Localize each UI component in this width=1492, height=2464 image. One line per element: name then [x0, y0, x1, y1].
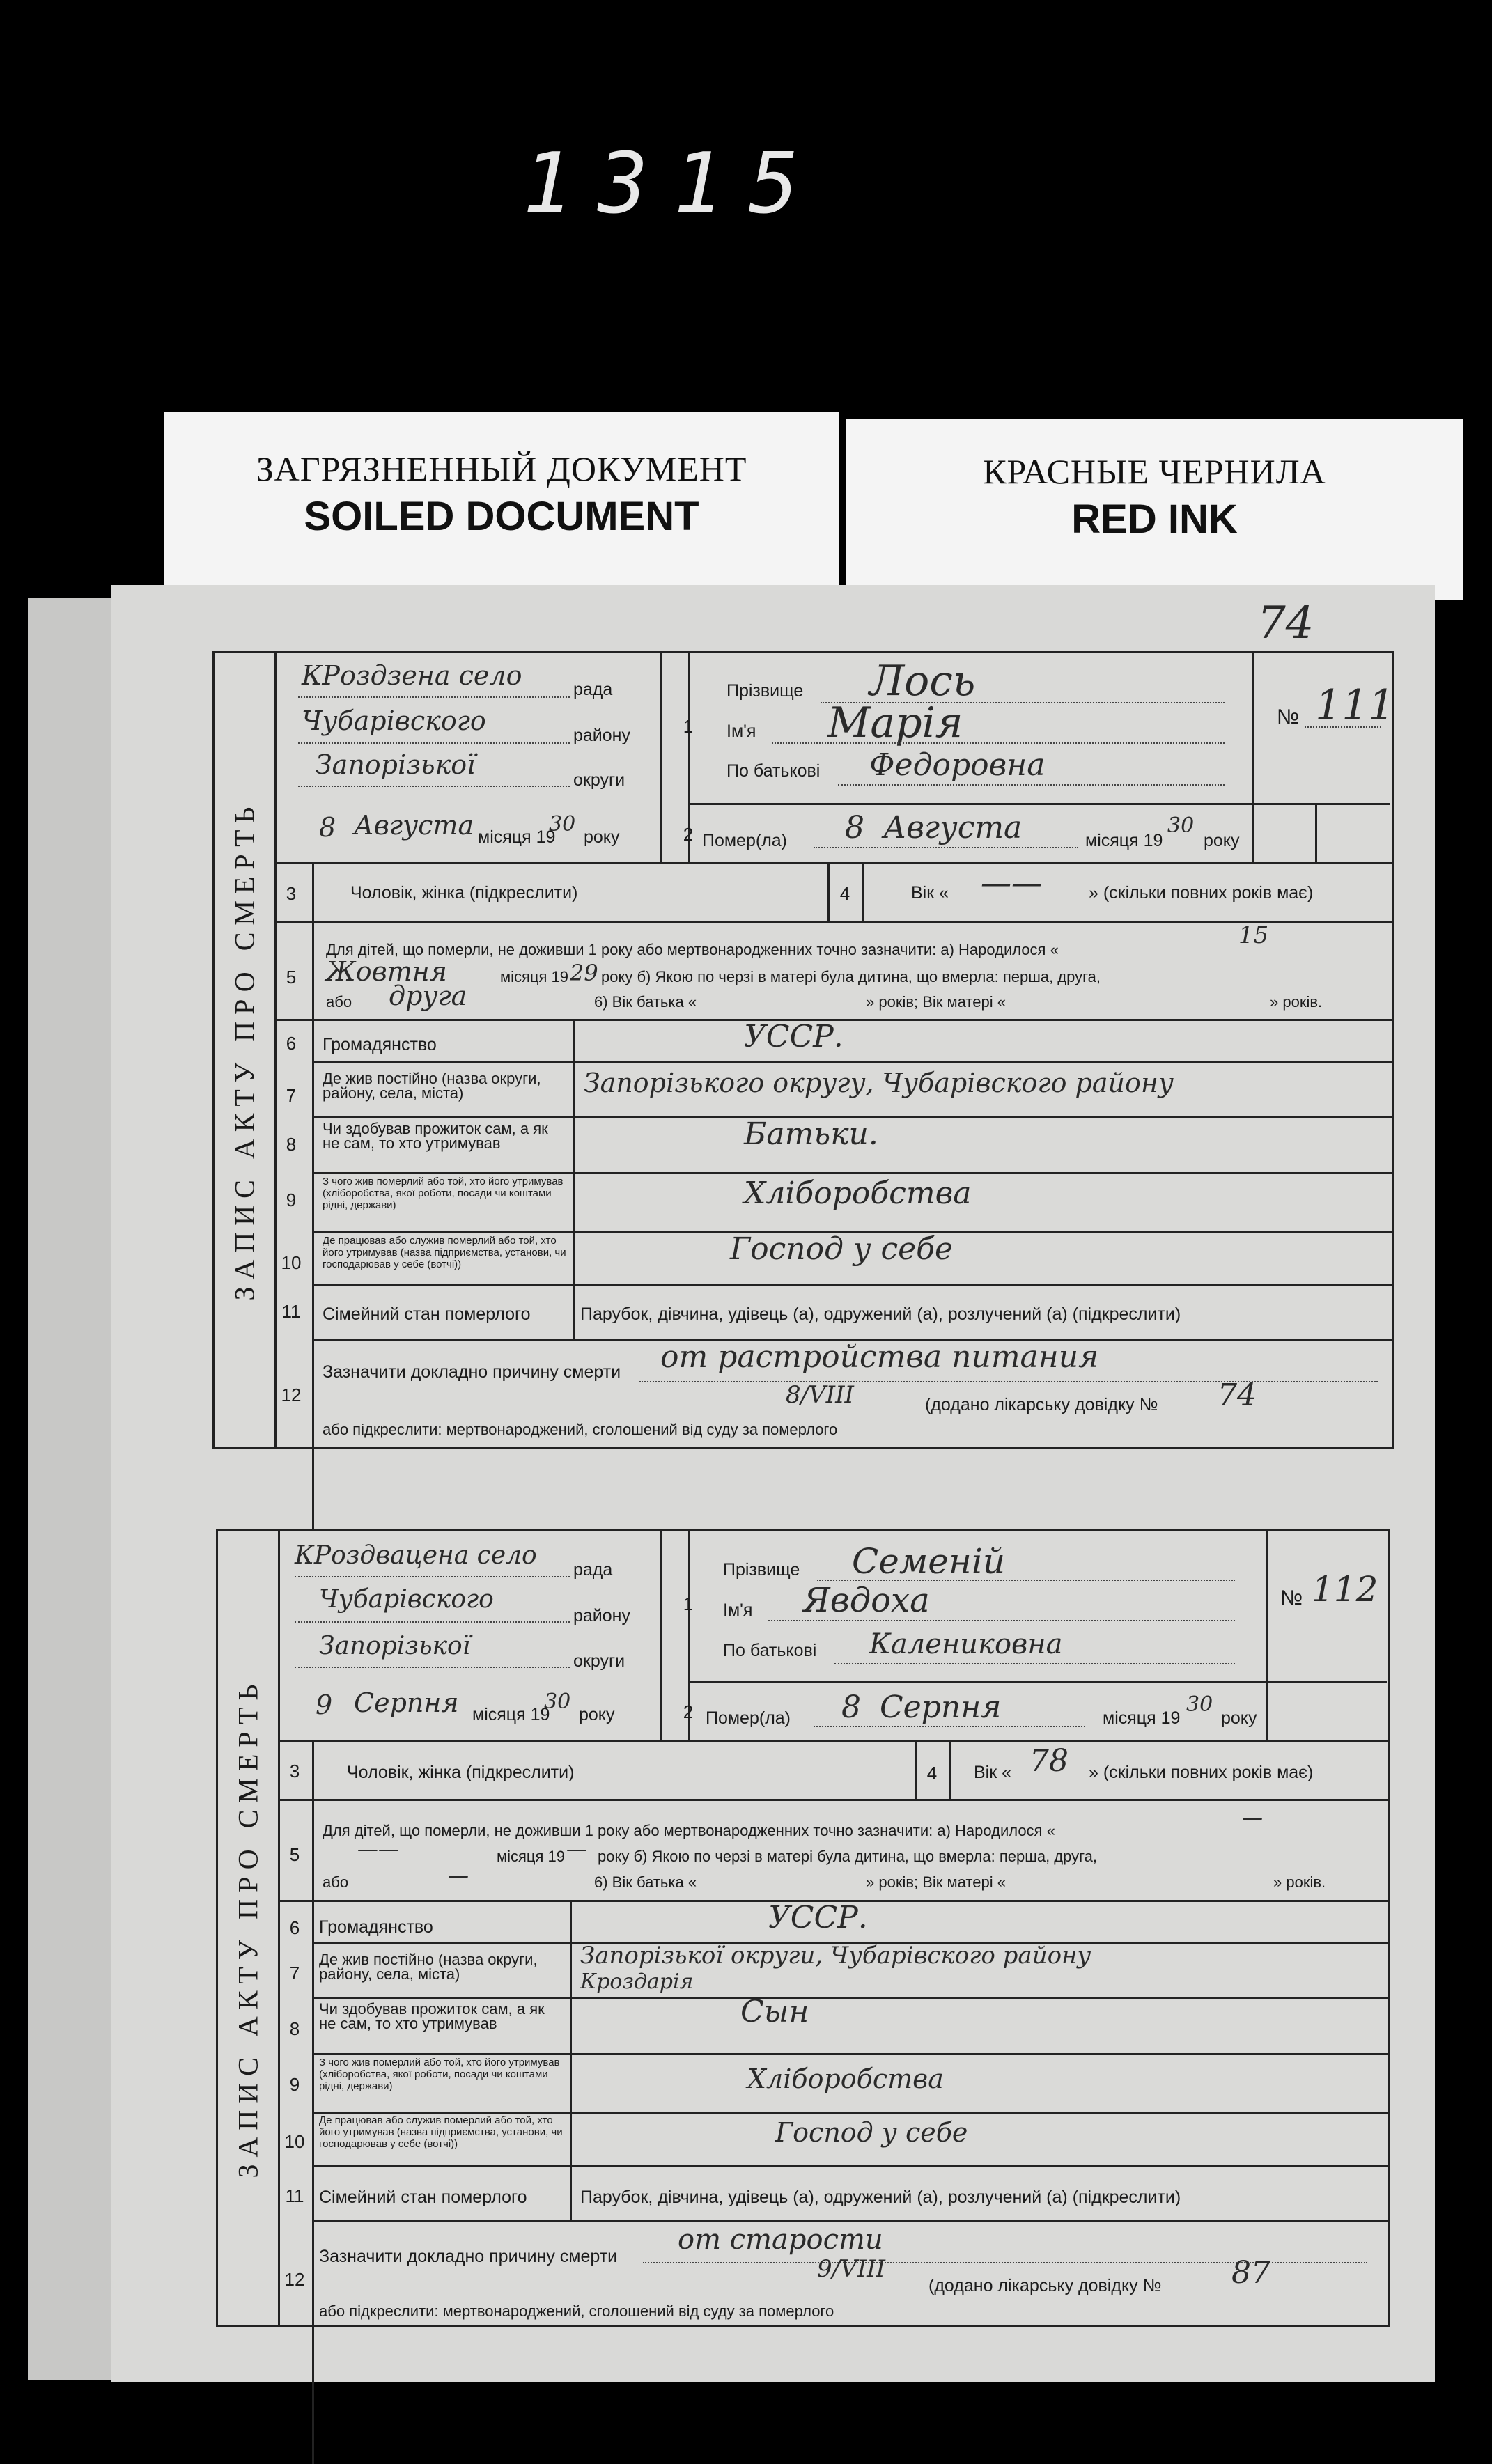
label-age-tail: » (скільки повних років має) — [1089, 1763, 1314, 1782]
hw-reg-year: 30 — [549, 812, 576, 836]
label-age: Вік « — [911, 883, 949, 903]
label-sex: Чоловік, жінка (підкреслити) — [350, 883, 578, 903]
label-family-values: Парубок, дівчина, удівець (а), одружений (а), розлучений (а) (підкреслити) — [580, 1304, 1181, 1324]
hw-okrug: Запорізької — [319, 1632, 471, 1660]
label-work: Де працював або служив померлий або той, хто його утримував (назва підприємства, установи, чи господарював у себе (вотчі)) — [319, 2114, 563, 2150]
hw-support: Батьки. — [744, 1116, 878, 1152]
hw-reg-year: 30 — [544, 1690, 571, 1714]
hw-raion: Чубарівского — [319, 1585, 494, 1614]
hw-work: Господ у себе — [775, 2117, 968, 2148]
hw-death-day: 8 — [841, 1690, 861, 1725]
hw-residence-village: Кроздарія — [580, 1970, 694, 1994]
label-living: З чого жив померлий або той, хто його утримував (хліборобства, якої роботи, посади чи коштами рідні, держави) — [323, 1176, 564, 1211]
hw-support: Сын — [740, 1994, 809, 2029]
label-surname: Прізвище — [723, 1560, 800, 1580]
soiled-document-tag — [164, 412, 839, 600]
label-children-a: Для дітей, що померли, не доживши 1 року або мертвонародженних точно зазначити: а) Народилося « — [323, 1822, 1055, 1839]
label-stillborn: або підкреслити: мертвонароджений, сголошений від суду за померлого — [319, 2302, 834, 2320]
label-age: Вік « — [974, 1763, 1012, 1782]
label-children-b: місяця 19 — [500, 968, 569, 985]
label-support: Чи здобував прожиток сам, а як не сам, то хто утримував — [319, 2000, 545, 2032]
label-children-e: 6) Вік батька « — [594, 993, 697, 1011]
label-support: Чи здобував прожиток сам, а як не сам, то хто утримував — [323, 1120, 548, 1152]
hw-cause: от старости — [678, 2224, 883, 2256]
hw-reg-month: Серпня — [354, 1687, 459, 1718]
red-ink-tag — [846, 419, 1463, 600]
hw-order: друга — [389, 981, 467, 1011]
hw-surname: Лось — [869, 657, 976, 705]
hw-living: Хліборобства — [747, 2064, 944, 2094]
label-death-month: місяця 19 — [1085, 831, 1163, 850]
hw-reg-day: 9 — [316, 1690, 333, 1720]
record-number: 112 — [1312, 1569, 1378, 1609]
hw-cause-date: 9/VIII — [817, 2255, 885, 2283]
soiled-tag-en: SOILED DOCUMENT — [304, 494, 699, 539]
red-ink-tag-en: RED INK — [1071, 497, 1238, 542]
hw-born-year: — — [566, 1837, 587, 1862]
label-name: Ім'я — [723, 1600, 753, 1620]
label-raion: району — [573, 1606, 630, 1625]
label-children-b: місяця 19 — [497, 1848, 566, 1865]
label-okrugy: округи — [573, 770, 625, 790]
paper-back-edge — [28, 598, 118, 2380]
label-children-d: або — [326, 993, 352, 1011]
record-number: 111 — [1315, 681, 1395, 730]
label-citizenship: Громадянство — [319, 1917, 433, 1937]
label-death-roku: року — [1221, 1708, 1257, 1728]
death-record-2: ЗАПИС АКТУ ПРО СМЕРТЬ 1 2 КРоздвацена село рада Чубарівского району Запорізької округи 9 Серпня місяця 19 30 року Прізвище Семеній Ім'я Явдоха По батькові Калениковна № 112 Помер(ла) 8 Серпня місяця 19 30 року 3 Чоловік, жінка (підкреслити) 4 Вік « 78 » (скільки повних років має) 5 Для дітей, що померли, не доживши 1 року або мертвонародженних точно зазначити: а) Народилося « — —— місяця 19 — року б) Якою по черзі в матері була дитина, що вмерла: перша, друга, або — 6) Вік батька « » років; Вік матері « » років. 6 Громадянство УССР. 7 Де жив постійно (назва округи, району, села, міста) Запорізької округи, Чубарівского району Кроздарія 8 Чи здобував прожиток сам, а як не сам, то хто утримував Сын 9 З чого жив померлий або той, хто його утримував (хліборобства, якої роботи, посади чи коштами рідні, держави) Хліборобства 10 Де працював або служив померлий або той, хто його утримував (назва підприємства, установи, чи господарював у себе (вотчі)) Господ у себе 11 Сімейний стан померлого Парубок, дівчина, удівець (а), одружений (а), розлучений (а) (підкреслити) 12 Зазначити докладно причину смерти от старости 9/VIII (додано лікарську довідку № 87 або підкреслити: мертвонароджений, сголошений від суду за померлого — [216, 1529, 1390, 2327]
label-patronymic: По батькові — [726, 761, 821, 781]
hw-death-year: 30 — [1186, 1692, 1213, 1717]
label-children-c: року б) Якою по черзі в матері була дитина, що вмерла: перша, друга, — [601, 968, 1101, 985]
hw-rada: КРоздзена село — [302, 660, 522, 691]
label-children-e: 6) Вік батька « — [594, 1873, 697, 1891]
hw-name: Марія — [827, 699, 963, 747]
label-work: Де працював або служив померлий або той, хто його утримував (назва підприємства, установи, чи господарював у себе (вотчі)) — [323, 1235, 566, 1270]
hw-okrug: Запорізької — [316, 749, 476, 780]
record-side-title: ЗАПИС АКТУ ПРО СМЕРТЬ — [218, 1531, 280, 2325]
record-side-title: ЗАПИС АКТУ ПРО СМЕРТЬ — [215, 653, 277, 1447]
label-patronymic: По батькові — [723, 1641, 817, 1660]
label-age-tail: » (скільки повних років має) — [1089, 883, 1314, 903]
label-sex: Чоловік, жінка (підкреслити) — [347, 1763, 575, 1782]
hw-citizenship: УССР. — [744, 1019, 844, 1054]
row-number-2: 2 — [683, 824, 694, 845]
hw-reg-month: Августа — [354, 810, 474, 841]
hw-name: Явдоха — [803, 1581, 930, 1620]
hw-patronymic: Калениковна — [869, 1628, 1063, 1660]
hw-death-day: 8 — [845, 810, 864, 845]
soiled-tag-ru: ЗАГРЯЗНЕННЫЙ ДОКУМЕНТ — [256, 449, 747, 488]
hw-death-month: Августа — [883, 810, 1023, 845]
label-rada: рада — [573, 1560, 613, 1580]
label-died: Помер(ла) — [706, 1708, 791, 1728]
hw-age: —— — [981, 866, 1042, 901]
hw-living: Хліборобства — [744, 1176, 972, 1211]
label-surname: Прізвище — [726, 681, 804, 701]
label-certificate: (додано лікарську довідку № — [925, 1395, 1158, 1414]
hw-born-day: — — [1242, 1806, 1263, 1830]
hw-residence: Запорізького округу, Чубарівского району — [584, 1068, 1174, 1098]
label-death-month: місяця 19 — [1103, 1708, 1181, 1728]
label-children-c: року б) Якою по черзі в матері була дитина, що вмерла: перша, друга, — [598, 1848, 1098, 1865]
label-rada: рада — [573, 680, 613, 699]
label-reg-month: місяця 19 — [478, 827, 556, 847]
label-family-values: Парубок, дівчина, удівець (а), одружений (а), розлучений (а) (підкреслити) — [580, 2188, 1181, 2207]
frame-number: 1315 — [522, 136, 824, 233]
label-name: Ім'я — [726, 722, 756, 741]
label-family: Сімейний стан померлого — [319, 2188, 527, 2207]
label-certificate: (додано лікарську довідку № — [928, 2276, 1162, 2295]
hw-born-month: Жовтня — [326, 956, 447, 987]
hw-death-year: 30 — [1167, 813, 1195, 838]
hw-born-year: 29 — [570, 960, 598, 986]
hw-cause-date: 8/VIII — [786, 1381, 854, 1409]
hw-born-month: —— — [357, 1837, 399, 1862]
label-record-number: № — [1277, 705, 1300, 728]
red-ink-tag-ru: КРАСНЫЕ ЧЕРНИЛА — [983, 452, 1326, 491]
label-death-roku: року — [1204, 831, 1240, 850]
label-okrugy: округи — [573, 1651, 625, 1671]
hw-born-day: 15 — [1238, 921, 1269, 949]
hw-surname: Семеній — [852, 1541, 1006, 1582]
hw-residence: Запорізької округи, Чубарівского району — [580, 1942, 1091, 1970]
page-mark: 74 — [1257, 598, 1314, 649]
label-living: З чого жив померлий або той, хто його утримував (хліборобства, якої роботи, посади чи коштами рідні, держави) — [319, 2057, 560, 2092]
label-cause: Зазначити докладно причину смерти — [319, 2247, 618, 2266]
label-children-f: » років; Вік матері « — [866, 993, 1006, 1011]
label-children-d: або — [323, 1873, 349, 1891]
row-number-1: 1 — [683, 716, 694, 737]
hw-raion: Чубарівского — [302, 705, 486, 736]
label-cause: Зазначити докладно причину смерти — [323, 1362, 621, 1382]
label-died: Помер(ла) — [702, 831, 788, 850]
hw-certificate: 87 — [1231, 2255, 1270, 2291]
label-children-a: Для дітей, що померли, не доживши 1 року або мертвонародженних точно зазначити: а) Народилося « — [326, 941, 1059, 958]
label-raion: району — [573, 726, 630, 745]
hw-order: — — [448, 1864, 469, 1888]
label-residence: Де жив постійно (назва округи, району, села, міста) — [323, 1070, 541, 1102]
label-children-g: » років. — [1273, 1873, 1326, 1891]
label-reg-roku: року — [579, 1705, 615, 1724]
label-stillborn: або підкреслити: мертвонароджений, сголошений від суду за померлого — [323, 1421, 838, 1438]
label-children-g: » років. — [1270, 993, 1323, 1011]
hw-work: Господ у себе — [730, 1231, 954, 1267]
hw-age: 78 — [1029, 1743, 1069, 1779]
label-record-number: № — [1280, 1586, 1303, 1609]
hw-rada: КРоздвацена село — [295, 1541, 537, 1570]
death-record-1: ЗАПИС АКТУ ПРО СМЕРТЬ 1 2 КРоздзена село рада Чубарівского району Запорізької округи 8 Августа місяця 19 30 року Прізвище Лось Ім'я Марія По батькові Федоровна № 111 Помер(ла) 8 Августа місяця 19 30 року 3 Чоловік, жінка (підкреслити) 4 Вік « —— » (скільки повних років має) 5 Для дітей, що померли, не доживши 1 року або мертвонародженних точно зазначити: а) Народилося « 15 Жовтня місяця 19 29 року б) Якою по черзі в матері була дитина, що вмерла: перша, друга, або друга 6) Вік батька « » років; Вік матері « » років. 6 Громадянство УССР. 7 Де жив постійно (назва округи, району, села, міста) Запорізького округу, Чубарівского району 8 Чи здобував прожиток сам, а як не сам, то хто утримував Батьки. 9 З чого жив померлий або той, хто його утримував (хліборобства, якої роботи, посади чи коштами рідні, держави) Хліборобства 10 Де працював або служив померлий або той, хто його утримував (назва підприємства, установи, чи господарював у себе (вотчі)) Господ у себе 11 Сімейний стан померлого Парубок, дівчина, удівець (а), одружений (а), розлучений (а) (підкреслити) 12 Зазначити докладно причину смерти от растройства питания 8/VIII (додано лікарську довідку № 74 або підкреслити: мертвонароджений, сголошений від суду за померлого — [212, 651, 1394, 1449]
label-citizenship: Громадянство — [323, 1035, 437, 1054]
label-reg-roku: року — [584, 827, 620, 847]
label-family: Сімейний стан померлого — [323, 1304, 531, 1324]
hw-reg-day: 8 — [319, 812, 336, 843]
label-children-f: » років; Вік матері « — [866, 1873, 1006, 1891]
hw-death-month: Серпня — [880, 1690, 1002, 1725]
label-reg-month: місяця 19 — [472, 1705, 550, 1724]
hw-cause: от растройства питания — [660, 1339, 1099, 1375]
hw-patronymic: Федоровна — [869, 747, 1046, 783]
hw-citizenship: УССР. — [768, 1900, 868, 1935]
hw-certificate: 74 — [1218, 1378, 1257, 1413]
label-residence: Де жив постійно (назва округи, району, села, міста) — [319, 1951, 538, 1983]
